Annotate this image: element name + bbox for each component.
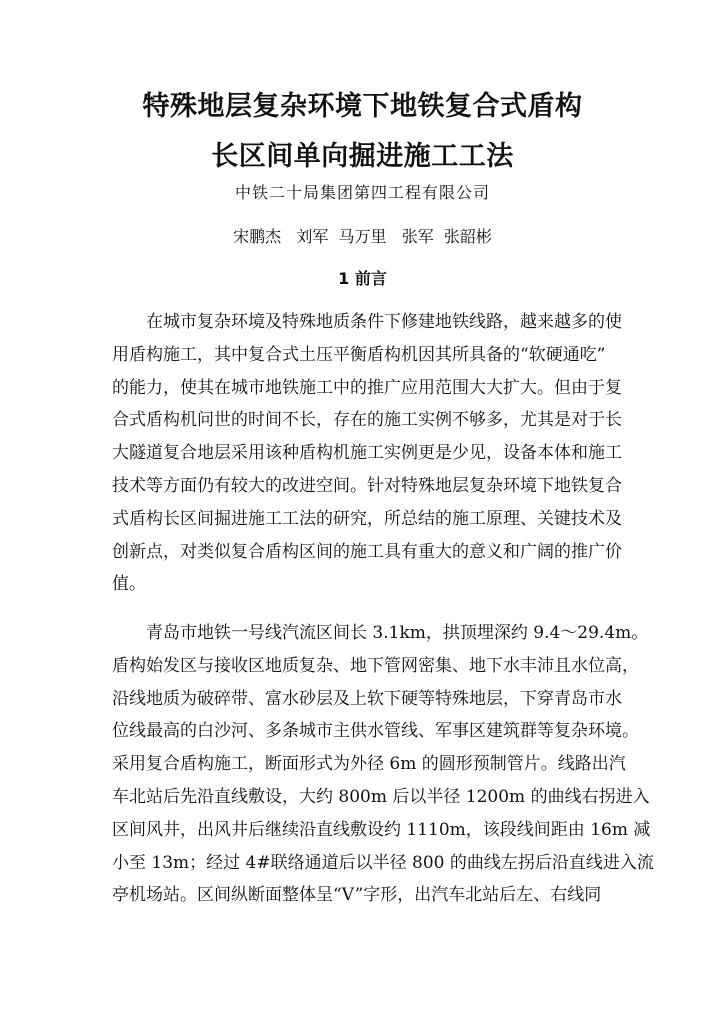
paragraph-line: 大隧道复合地层采用该种盾构机施工实例更是少见，设备本体和施工: [112, 443, 622, 464]
affiliation: 中铁二十局集团第四工程有限公司: [234, 183, 490, 202]
paragraph-line: 在城市复杂环境及特殊地质条件下修建地铁线路，越来越多的使: [146, 312, 622, 332]
paragraph-line: 青岛市地铁一号线汽流区间长 3.1km，拱顶埋深约 9.4～29.4m。: [146, 623, 649, 643]
paragraph-line: 位线最高的白沙河、多条城市主供水管线、军事区建筑群等复杂环境。: [112, 721, 639, 742]
paragraph-line: 的能力，使其在城市地铁施工中的推广应用范围大大扩大。但由于复: [112, 377, 622, 398]
paragraph-line: 式盾构长区间掘进施工工法的研究，所总结的施工原理、关键技术及: [112, 508, 622, 529]
paragraph-2: [112, 617, 654, 912]
paragraph-line: 车北站后先沿直线敷设，大约 800m 后以半径 1200m 的曲线右拐进入: [112, 786, 650, 807]
section-heading: 1 前言: [338, 269, 387, 288]
paragraph-line: 盾构始发区与接收区地质复杂、地下管网密集、地下水丰沛且水位高，: [112, 655, 639, 676]
paragraph-line: 沿线地质为破碎带、富水砂层及上软下硬等特殊地层，下穿青岛市水: [112, 688, 622, 709]
paragraph-line: 亭机场站。区间纵断面整体呈“V”字形，出汽车北站后左、右线同: [112, 885, 602, 906]
paragraph-line: 小至 13m；经过 4#联络通道后以半径 800 的曲线左拐后沿直线进入流: [112, 852, 654, 873]
document-title-line-2: 长区间单向掘进施工工法: [211, 141, 514, 172]
paragraph-line: 用盾构施工，其中复合式土压平衡盾构机因其所具备的“软硬通吃”: [112, 344, 606, 365]
paragraph-line: 采用复合盾构施工，断面形式为外径 6m 的圆形预制管片。线路出汽: [112, 754, 626, 775]
document-title-line-1: 特殊地层复杂环境下地铁复合式盾构: [142, 91, 583, 122]
paragraph-line: 创新点，对类似复合盾构区间的施工具有重大的意义和广阔的推广价: [112, 541, 622, 562]
authors: 宋鹏杰 刘军 马万里 张军 张韶彬: [233, 227, 492, 246]
paragraph-line: 值。: [112, 574, 146, 595]
paragraph-line: 合式盾构机问世的时间不长，存在的施工实例不够多，尤其是对于长: [112, 410, 622, 431]
paragraph-line: 区间风井，出风井后继续沿直线敷设约 1110m，该段线间距由 16m 减: [112, 819, 651, 840]
paragraph-1: [112, 306, 627, 601]
paragraph-line: 技术等方面仍有较大的改进空间。针对特殊地层复杂环境下地铁复合: [112, 475, 622, 496]
